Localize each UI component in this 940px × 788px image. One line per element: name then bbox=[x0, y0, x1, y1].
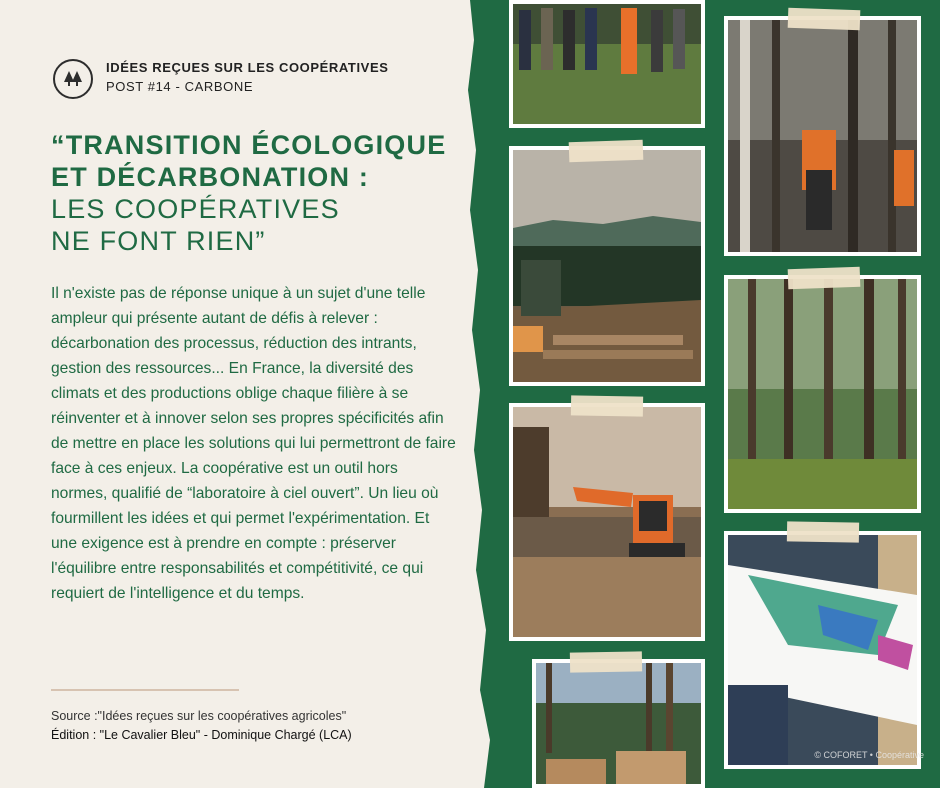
source-line: Source :"Idées reçues sur les coopératives agricoles" bbox=[51, 709, 347, 723]
photo-forest-valley bbox=[509, 146, 705, 386]
tape-strip bbox=[788, 267, 861, 290]
photo-excavator bbox=[509, 403, 705, 641]
edition-line: Édition : "Le Cavalier Bleu" - Dominique Chargé (LCA) bbox=[51, 728, 352, 742]
tape-strip bbox=[571, 395, 643, 416]
tape-strip bbox=[788, 8, 861, 31]
divider bbox=[51, 689, 239, 691]
title-line-3: LES COOPÉRATIVES bbox=[51, 194, 340, 224]
tape-strip bbox=[569, 140, 644, 163]
photo-foresters-trees bbox=[724, 16, 921, 256]
title-line-1: “TRANSITION ÉCOLOGIQUE bbox=[51, 130, 447, 160]
tape-strip bbox=[787, 521, 859, 542]
tree-icon bbox=[62, 68, 84, 90]
photo-forest-map bbox=[724, 531, 921, 769]
body-paragraph: Il n'existe pas de réponse unique à un sujet d'une telle ampleur qui présente autant de défis à relever : décarbonation des processus, réduction des intrants, gestion des ressources... En France, la diversité des climats et des productions oblige chaque filière à se réinventer et à innover selon ses propres spécificités afin de mettre en place les solutions qui lui permettront de faire face à ces enjeux. La coopérative est un outil hors normes, qualifié de “laboratoire à ciel ouvert”. Un lieu où fourmillent les idées et qui permet l'expérimentation. Et une exigence est à prendre en compte : préserver l'équilibre entre responsabilités et compétitivité, ce qui requiert de l'intelligence et du temps. bbox=[51, 285, 456, 602]
tape-strip bbox=[570, 651, 642, 672]
page-title bbox=[51, 129, 446, 257]
coforet-logo bbox=[53, 59, 93, 99]
photo-group-in-field bbox=[509, 0, 705, 128]
photo-log-stacks bbox=[532, 659, 705, 788]
post-number: POST #14 - CARBONE bbox=[106, 79, 254, 94]
series-title: IDÉES REÇUES SUR LES COOPÉRATIVES bbox=[106, 60, 389, 75]
photo-credit: © COFORET • Coopérative bbox=[814, 750, 924, 760]
title-line-4: NE FONT RIEN” bbox=[51, 226, 266, 256]
photo-tall-forest bbox=[724, 275, 921, 513]
title-line-2: ET DÉCARBONATION : bbox=[51, 162, 370, 192]
